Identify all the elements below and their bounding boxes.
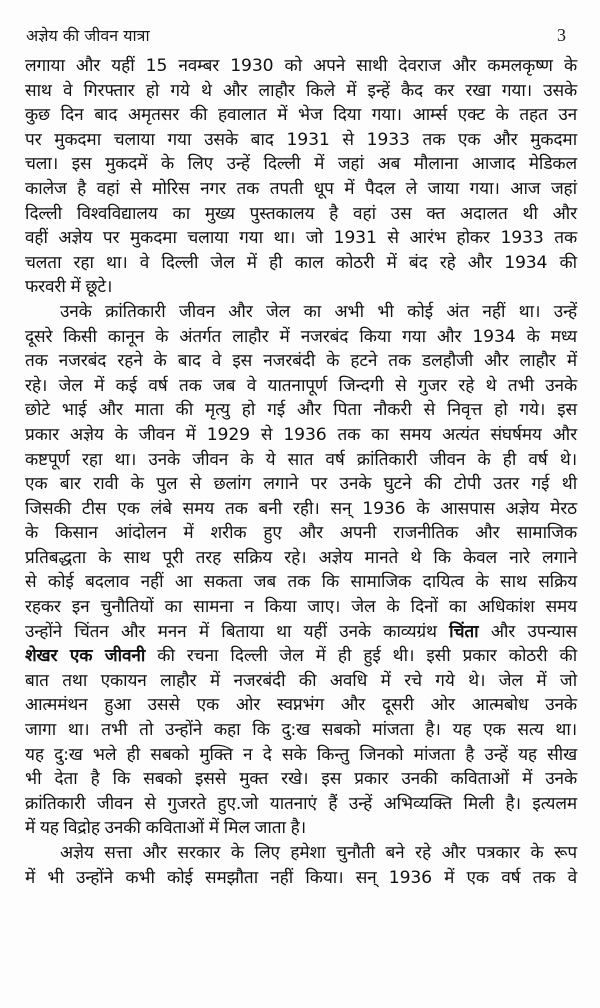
text-line: फरवरी में छूटे। bbox=[25, 277, 113, 298]
text-line: में यह विद्रोह उनकी कविताओं में मिल जाता है। bbox=[25, 818, 306, 839]
text-line: में भी उन्होंने कभी कोई समझौता नहीं किया। सन् 1936 में एक वर्ष तक वे bbox=[25, 867, 577, 888]
text-segment: की रचना दिल्ली जेल में ही हुई थी। इसी प्रकार कोठरी की bbox=[145, 646, 577, 667]
text-line: रहे। जेल में कई वर्ष तक जब वे यातनापूर्ण जिन्दगी से गुजर रहे थे तभी उनके bbox=[25, 375, 577, 396]
text-line: आत्ममंथन हुआ उससे एक ओर स्वप्नभंग और दूसरी ओर आत्मबोध उनके bbox=[25, 695, 577, 716]
text-line: एक बार रावी के पुल से छलांग लगाने पर उनके घुटने की टोपी उतर गई थी bbox=[25, 474, 577, 495]
text-segment: उन्होंने चिंतन और मनन में बिताया था यहीं उनके काव्यग्रंथ bbox=[25, 621, 450, 642]
text-line: चलता रहा था। वे दिल्ली जेल में ही काल कोठरी में बंद रहे और 1934 की bbox=[25, 252, 577, 273]
text-line: कष्टपूर्ण रहा था। उनके जीवन के ये सात वर्ष क्रांतिकारी जीवन के ही वर्ष थे। bbox=[25, 449, 577, 470]
running-title: अज्ञेय की जीवन यात्रा bbox=[26, 26, 150, 45]
text-line: छोटे भाई और माता की मृत्यु हो गई और पिता नौकरी से निवृत्त हो गये। इस bbox=[25, 400, 577, 421]
text-line: जिसकी टीस एक लंबे समय तक बनी रही। सन् 1936 के आसपास अज्ञेय मेरठ bbox=[25, 498, 577, 519]
book-title-chinta: चिंता bbox=[449, 621, 479, 642]
text-line: क्रांतिकारी जीवन से गुजरते हुए.जो यातनाएं हैं उन्हें अभिव्यक्ति मिली है। इत्यलम bbox=[25, 793, 577, 814]
text-line: कुछ दिन बाद अमृतसर की हवालात में भेज दिया गया। आर्म्स एक्ट के तहत उन bbox=[25, 105, 577, 126]
text-line: रहकर इन चुनौतियों का सामना न किया जाए। जेल के दिनों का अधिकांश समय bbox=[25, 597, 577, 618]
text-line: प्रतिबद्धता के साथ पूरी तरह सक्रिय रहे। अज्ञेय मानते थे कि केवल नारे लगाने bbox=[25, 547, 577, 568]
text-line: दूसरे किसी कानून के अंतर्गत लाहौर में नजरबंद किया गया और 1934 के मध्य bbox=[25, 326, 577, 347]
text-line: कालेज है वहां से मोरिस नगर तक तपती धूप में पैदल ले जाया गया। आज जहां bbox=[25, 178, 577, 199]
text-line: से कोई बदलाव नहीं आ सकता जब तक कि सामाजिक दायित्व के साथ सक्रिय bbox=[25, 572, 577, 593]
text-line: पर मुकदमा चलाया गया उसके बाद 1931 से 1933 तक एक और मुकदमा bbox=[25, 129, 577, 150]
text-line: तक नजरबंद रहने के बाद वे इस नजरबंदी के हटने तक डलहौजी और लाहौर में bbox=[25, 351, 577, 372]
text-line-shekhar bbox=[25, 644, 577, 669]
text-line: बात तथा एकायन लाहौर में नजरबंदी की अवधि में रचे गये थे। जेल में जो bbox=[25, 670, 577, 691]
text-line: लगाया और यहीं 15 नवम्बर 1930 को अपने साथी देवराज और कमलकृष्ण के bbox=[25, 56, 577, 76]
text-line: प्रकार अज्ञेय के जीवन में 1929 से 1936 तक का समय अत्यंत संघर्षमय और bbox=[25, 424, 577, 445]
text-line: दिल्ली विश्वविद्यालय का मुख्य पुस्तकालय है वहां उस क्त अदालत थी और bbox=[25, 203, 577, 224]
text-line: के किसान आंदोलन में शरीक हुए और अपनी राजनीतिक और सामाजिक bbox=[25, 523, 577, 544]
text-line: वहीं अज्ञेय पर मुकदमा चलाया गया था। जो 1931 से आरंभ होकर 1933 तक bbox=[25, 228, 577, 249]
body-text bbox=[25, 54, 577, 890]
text-line: भी देता है कि सबको इससे मुक्त रखे। इस प्रकार उनकी कविताओं में उनके bbox=[25, 769, 577, 790]
text-line: जागा था। तभी तो उन्होंने कहा कि दु:ख सबको मांजता है। यह एक सत्य था। bbox=[25, 720, 577, 741]
text-line-chinta bbox=[25, 620, 577, 645]
text-line: साथ वे गिरफ्तार हो गये थे और लाहौर किले में इन्हें कैद कर रखा गया। उसके bbox=[25, 80, 577, 101]
text-line: अज्ञेय सत्ता और सरकार के लिए हमेशा चुनौती बने रहे और पत्रकार के रूप bbox=[60, 843, 577, 863]
text-line: उनके क्रांतिकारी जीवन और जेल का अभी भी कोई अंत नहीं था। उन्हें bbox=[60, 301, 577, 322]
book-title-shekhar: शेखर एक जीवनी bbox=[25, 646, 146, 667]
text-line: चला। इस मुकदमें के लिए उन्हें दिल्ली में जहां अब मौलाना आजाद मेडिकल bbox=[25, 154, 577, 175]
running-header bbox=[26, 24, 566, 50]
text-line: यह दु:ख भले ही सबको मुक्ति न दे सके किन्तु जिनको मांजता है उन्हें यह सीख bbox=[25, 744, 577, 765]
text-segment: और उपन्यास bbox=[478, 621, 577, 642]
page-number: 3 bbox=[557, 25, 566, 45]
